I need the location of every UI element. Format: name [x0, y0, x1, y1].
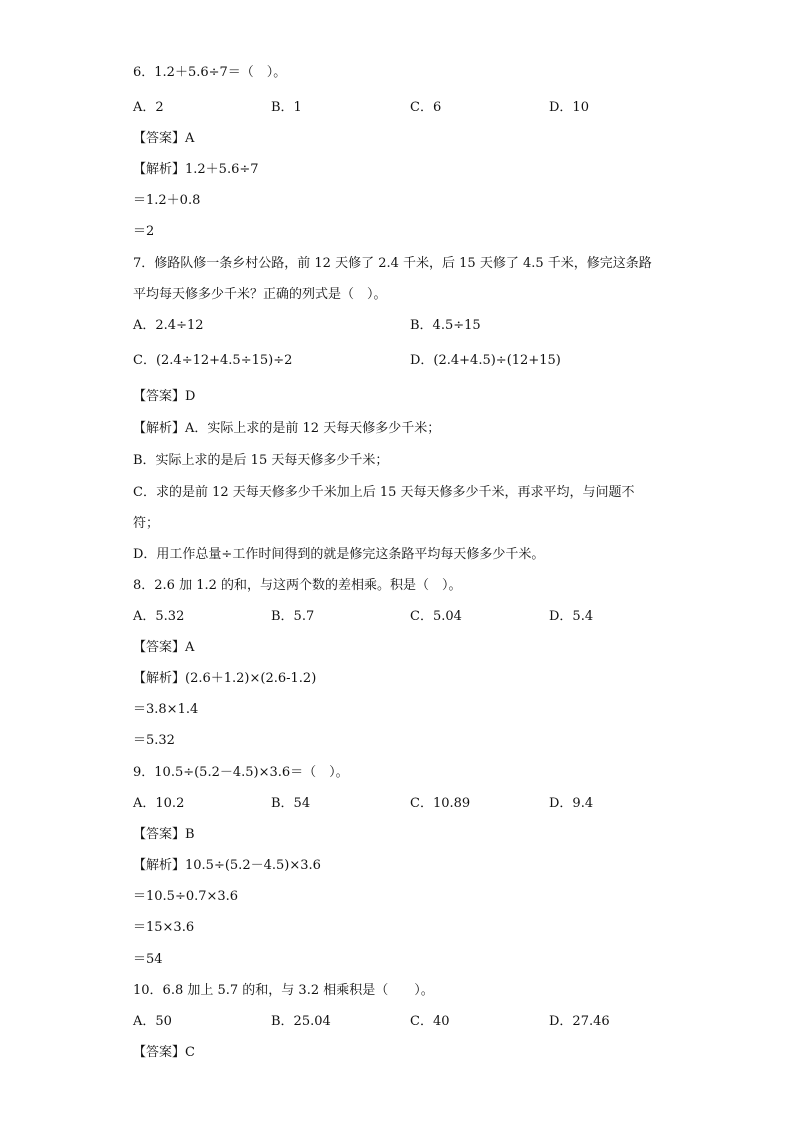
question-7-stem-line: 7．修路队修一条乡村公路，前 12 天修了 2.4 千米，后 15 天修了 4.5 千米，修完这条路 [133, 256, 652, 271]
question-8-stem: 8．2.6 加 1.2 的和，与这两个数的差相乘。积是（ ）。 [133, 578, 462, 593]
option-b: B．4.5÷15 [410, 318, 481, 333]
option-a: A．10.2 [133, 796, 185, 811]
question-9-analysis-line: ＝54 [133, 952, 163, 967]
question-7-analysis-line: B．实际上求的是后 15 天每天修多少千米； [133, 453, 389, 468]
question-6-analysis-line: 【解析】1.2＋5.6÷7 [133, 162, 259, 177]
option-d: D．5.4 [549, 609, 594, 624]
question-6-analysis-line: ＝2 [133, 224, 155, 239]
question-8-options [133, 607, 673, 627]
question-8-analysis-line: ＝5.32 [133, 733, 175, 748]
question-7-options-row-1 [133, 316, 673, 336]
question-9-stem: 9．10.5÷(5.2－4.5)×3.6＝（ ）。 [133, 765, 349, 780]
question-6-analysis-line: ＝1.2＋0.8 [133, 193, 201, 208]
option-b: B．5.7 [271, 609, 315, 624]
option-d: D．10 [549, 100, 589, 115]
question-7-analysis-line: D．用工作总量÷工作时间得到的就是修完这条路平均每天修多少千米。 [133, 547, 545, 562]
option-c: C．10.89 [410, 796, 471, 811]
question-7-analysis-line: C．求的是前 12 天每天修多少千米加上后 15 天每天修多少千米，再求平均，与问题不 [133, 485, 635, 500]
question-6-answer: 【答案】A [133, 131, 195, 146]
option-a: A．50 [133, 1014, 172, 1029]
question-10-options [133, 1012, 673, 1032]
question-6-options [133, 98, 673, 118]
option-a: A．2 [133, 100, 164, 115]
question-10-stem: 10．6.8 加上 5.7 的和，与 3.2 相乘积是（ ）。 [133, 983, 434, 998]
option-b: B．54 [271, 796, 311, 811]
question-9-answer: 【答案】B [133, 827, 195, 842]
option-c: C．6 [410, 100, 442, 115]
question-9-analysis-line: ＝10.5÷0.7×3.6 [133, 889, 239, 904]
question-9-options [133, 794, 673, 814]
option-d: D．(2.4+4.5)÷(12+15) [410, 353, 561, 368]
question-8-analysis-line: 【解析】(2.6＋1.2)×(2.6-1.2) [133, 671, 317, 686]
question-7-analysis-line: 符； [133, 516, 160, 531]
question-7-options-row-2 [133, 351, 673, 371]
question-7-analysis-line: 【解析】A．实际上求的是前 12 天每天修多少千米； [133, 421, 441, 436]
question-7-answer: 【答案】D [133, 389, 196, 404]
question-8-analysis-line: ＝3.8×1.4 [133, 702, 199, 717]
option-a: A．2.4÷12 [133, 318, 204, 333]
question-8-answer: 【答案】A [133, 640, 195, 655]
question-7-stem-line: 平均每天修多少千米？正确的列式是（ ）。 [133, 287, 387, 302]
option-b: B．25.04 [271, 1014, 331, 1029]
question-9-analysis-line: ＝15×3.6 [133, 920, 195, 935]
option-d: D．9.4 [549, 796, 594, 811]
option-c: C．40 [410, 1014, 450, 1029]
option-c: C．(2.4÷12+4.5÷15)÷2 [133, 353, 293, 368]
option-c: C．5.04 [410, 609, 462, 624]
question-10-answer: 【答案】C [133, 1045, 195, 1060]
option-b: B．1 [271, 100, 302, 115]
question-9-analysis-line: 【解析】10.5÷(5.2－4.5)×3.6 [133, 858, 321, 873]
question-6-stem: 6．1.2＋5.6÷7＝（ ）。 [133, 65, 287, 80]
option-a: A．5.32 [133, 609, 185, 624]
option-d: D．27.46 [549, 1014, 610, 1029]
